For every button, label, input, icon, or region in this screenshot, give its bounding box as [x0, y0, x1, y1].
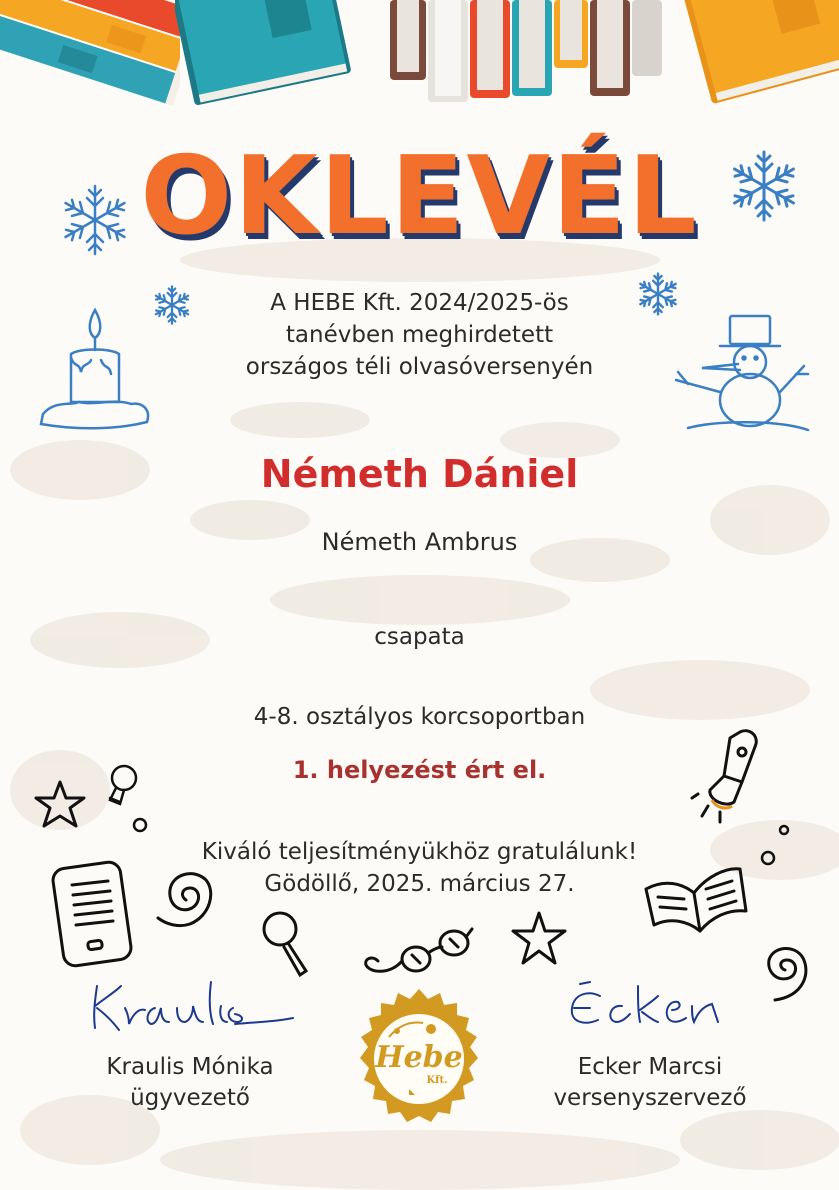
intro-text [0, 287, 839, 383]
place-date: Gödöllő, 2025. március 27. [264, 871, 575, 897]
magnifier-icon [256, 905, 316, 980]
books-icon [680, 0, 839, 112]
circle-doodle [758, 820, 798, 870]
lightbulb-icon [98, 760, 144, 812]
intro-line: országos téli olvasóversenyén [245, 354, 594, 380]
logo-subtext: Kft. [426, 1075, 448, 1086]
team-label: csapata [374, 624, 465, 650]
placement-text: 1. helyezést ért el. [292, 756, 547, 784]
books-icon [0, 0, 180, 140]
signatory-left [60, 1052, 320, 1114]
circle-doodle [130, 815, 150, 835]
signatory-role: versenyszervező [553, 1085, 747, 1111]
signatory-name: Ecker Marcsi [577, 1054, 723, 1080]
books-icon [385, 0, 665, 110]
intro-line: tanévben meghirdetett [285, 322, 554, 348]
certificate-title: OKLEVÉL [140, 134, 699, 259]
spiral-icon [150, 860, 220, 940]
glasses-icon [360, 915, 480, 985]
team-member-name: Németh Ambrus [321, 528, 518, 556]
signatory-role: ügyvezető [130, 1085, 250, 1111]
books-icon [175, 0, 360, 112]
spiral-icon [755, 940, 815, 1010]
signature-kraulis [85, 978, 300, 1038]
signature-ecker [560, 980, 730, 1035]
logo-text: Hebe [375, 1040, 463, 1075]
signatory-right [520, 1052, 780, 1114]
category-text: 4-8. osztályos korcsoportban [253, 704, 586, 730]
ebook-reader-icon [50, 855, 140, 970]
star-icon [505, 905, 575, 975]
winner-name: Németh Dániel [260, 452, 579, 496]
flashlight-icon [690, 720, 775, 830]
intro-line: A HEBE Kft. 2024/2025-ös [270, 290, 569, 316]
congrats-line: Kiváló teljesítményükhöz gratulálunk! [201, 839, 638, 865]
hebe-logo-seal [342, 987, 497, 1132]
signatory-name: Kraulis Mónika [106, 1054, 274, 1080]
open-book-icon [636, 855, 751, 950]
